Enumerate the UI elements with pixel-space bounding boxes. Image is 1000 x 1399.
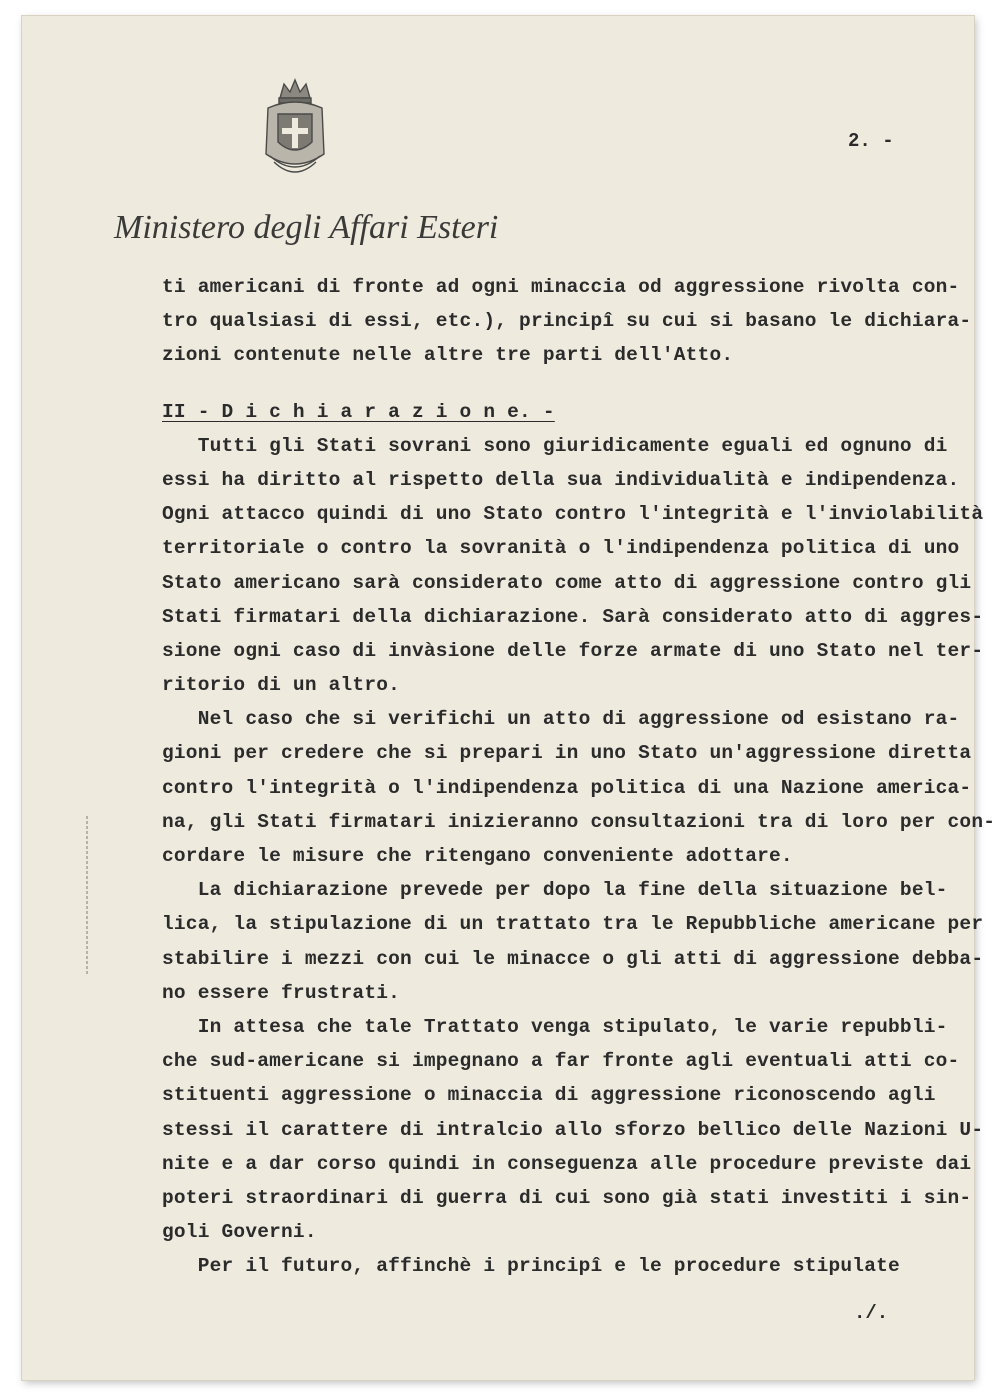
svg-text:Ministero degli Affari Esteri: Ministero degli Affari Esteri — [114, 209, 499, 246]
text-line: Stato americano sarà considerato come atto di aggressione contro gli — [162, 571, 972, 594]
text-line: goli Governi. — [162, 1221, 317, 1244]
text-line: stabilire i mezzi con cui le minacce o gli atti di aggressione debba- — [162, 947, 984, 970]
text-line: cordare le misure che ritengano conveniente adottare. — [162, 845, 793, 867]
page-number: 2. - — [848, 130, 894, 152]
text-line: lica, la stipulazione di un trattato tra le Repubbliche americane per — [162, 913, 984, 936]
text-line: ritorio di un altro. — [162, 674, 401, 697]
text-line: tro qualsiasi di essi, etc.), principî su cui si basano le dichiara- — [162, 310, 972, 333]
text-line: Tutti gli Stati sovrani sono giuridicamente eguali ed ognuno di — [162, 434, 948, 457]
text-line: contro l'integrità o l'indipendenza politica di una Nazione america- — [162, 776, 972, 799]
text-line: Ogni attacco quindi di uno Stato contro l'integrità e l'inviolabilità — [162, 503, 984, 526]
text-line: nite e a dar corso quindi in conseguenza alle procedure previste dai — [162, 1152, 972, 1175]
document-page — [22, 16, 996, 1380]
margin-stamp — [82, 816, 92, 976]
text-line: no essere frustrati. — [162, 981, 401, 1004]
text-line: La dichiarazione prevede per dopo la fine della situazione bel- — [162, 879, 948, 902]
text-line: che sud-americane si impegnano a far fronte agli eventuali atti co- — [162, 1050, 960, 1073]
text-line: ti americani di fronte ad ogni minaccia od aggressione rivolta con- — [162, 276, 960, 298]
text-line: sione ogni caso di invàsione delle forze armate di uno Stato nel ter- — [162, 639, 984, 662]
text-line: gioni per credere che si prepari in uno Stato un'aggressione diretta — [162, 742, 972, 765]
text-line: Nel caso che si verifichi un atto di aggressione od esistano ra- — [162, 708, 960, 731]
ministry-letterhead — [110, 196, 530, 256]
text-line: Per il futuro, affinchè i principî e le procedure stipulate — [162, 1255, 900, 1278]
royal-crest-icon — [260, 74, 330, 184]
text-line: territoriale o contro la sovranità o l'indipendenza politica di uno — [162, 537, 960, 560]
text-line: essi ha diritto al rispetto della sua individualità e indipendenza. — [162, 468, 960, 491]
continuation-mark: ./. — [854, 1302, 889, 1324]
text-line: zioni contenute nelle altre tre parti dell'Atto. — [162, 344, 734, 367]
text-line: poteri straordinari di guerra di cui sono già stati investiti i sin- — [162, 1186, 972, 1209]
text-line: stessi il carattere di intralcio allo sforzo bellico delle Nazioni U- — [162, 1118, 984, 1141]
text-line: na, gli Stati firmatari inizieranno consultazioni tra di loro per con- — [162, 810, 996, 833]
text-line: In attesa che tale Trattato venga stipulato, le varie repubbli- — [162, 1015, 948, 1038]
section-heading: II - D i c h i a r a z i o n e. - — [162, 400, 555, 423]
text-line: Stati firmatari della dichiarazione. Sarà considerato atto di aggres- — [162, 605, 984, 628]
text-line: stituenti aggressione o minaccia di aggressione riconoscendo agli — [162, 1084, 936, 1107]
document-body — [162, 270, 996, 1283]
